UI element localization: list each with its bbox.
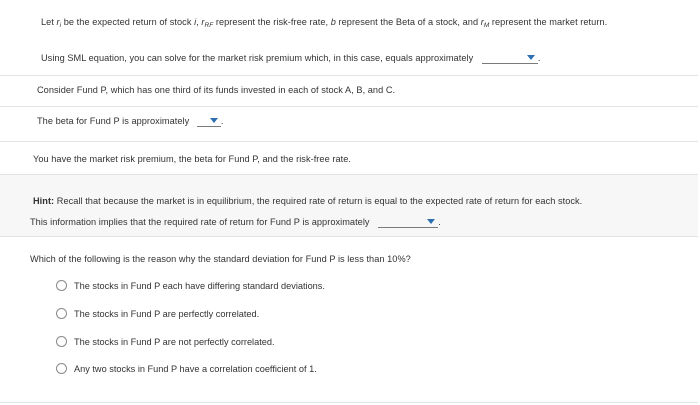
beta-panel (0, 107, 698, 142)
implies-question: This information implies that the required rate of return for Fund P is approximately . (30, 217, 441, 227)
market-risk-premium-dropdown[interactable] (482, 53, 538, 64)
required-return-dropdown[interactable] (378, 217, 438, 228)
option-3[interactable]: Any two stocks in Fund P have a correlation coefficient of 1. (56, 363, 317, 375)
hint-panel (0, 175, 698, 237)
option-0[interactable]: The stocks in Fund P each have differing standard deviations. (56, 280, 325, 292)
have-text: You have the market risk premium, the beta for Fund P, and the risk-free rate. (33, 154, 351, 164)
question-text: Which of the following is the reason why the standard deviation for Fund P is less than 10%? (30, 254, 411, 264)
beta-dropdown[interactable] (197, 116, 221, 127)
fund-text: Consider Fund P, which has one third of its funds invested in each of stock A, B, and C. (37, 85, 396, 95)
hint-text: Hint: Recall that because the market is in equilibrium, the required rate of return is equal to the expected rate of return for each stock. (33, 196, 583, 206)
option-2[interactable]: The stocks in Fund P are not perfectly correlated. (56, 336, 275, 348)
option-1[interactable]: The stocks in Fund P are perfectly correlated. (56, 308, 259, 320)
intro-text: Let $r_i$ be the expected return of stock i, $r_{RF}$ represent the risk-free rate, b represent the Beta of a stock, and $r_M$ represent the market return. (41, 17, 608, 29)
radio-button[interactable] (56, 308, 67, 319)
dropdown-arrow-icon (427, 219, 435, 224)
question-panel (0, 237, 698, 403)
radio-button[interactable] (56, 363, 67, 374)
sml-question: Using SML equation, you can solve for the market risk premium which, in this case, equals approximately . (41, 53, 541, 63)
dropdown-arrow-icon (210, 118, 218, 123)
radio-button[interactable] (56, 336, 67, 347)
radio-button[interactable] (56, 280, 67, 291)
fund-panel (0, 76, 698, 107)
dropdown-arrow-icon (527, 55, 535, 60)
beta-question: The beta for Fund P is approximately . (37, 116, 224, 126)
intro-panel (0, 0, 698, 76)
have-panel (0, 142, 698, 175)
